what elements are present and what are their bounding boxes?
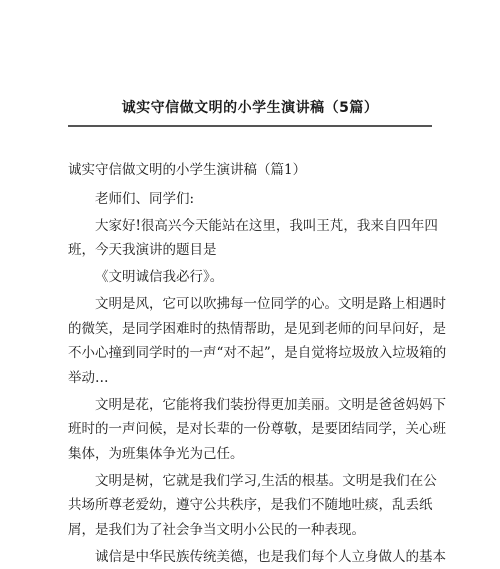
intro-paragraph: 大家好!很高兴今天能站在这里，我叫王芃，我来自四年四班，今天我演讲的题目是 (68, 214, 448, 263)
section-heading: 诚实守信做文明的小学生演讲稿（篇1） (68, 158, 448, 183)
speech-topic-paragraph: 《文明诚信我必行》。 (68, 265, 448, 290)
body-paragraph-wind: 文明是风，它可以吹拂每一位同学的心。文明是路上相遇时的微笑，是同学困难时的热情帮助，是见到老师的问早问好，是不小心撞到同学时的一声“对不起”，是自觉将垃圾放入垃圾箱的举动… (68, 292, 448, 390)
document-body (68, 158, 448, 569)
greeting-paragraph: 老师们、同学们: (68, 187, 448, 212)
body-paragraph-honesty: 诚信是中华民族传统美德，也是我们每个人立身做人的基本 (68, 545, 448, 569)
body-paragraph-flower: 文明是花，它能将我们装扮得更加美丽。文明是爸爸妈妈下班时的一声问候，是对长辈的一份尊敬，是要团结同学，关心班集体，为班集体争光为己任。 (68, 393, 448, 467)
document-title: 诚实守信做文明的小学生演讲稿（5篇） (0, 97, 500, 117)
body-paragraph-tree: 文明是树，它就是我们学习,生活的根基。文明是我们在公共场所尊老爱幼，遵守公共秩序，是我们不随地吐痰，乱丢纸屑，是我们为了社会争当文明小公民的一种表现。 (68, 469, 448, 543)
title-divider (68, 125, 432, 127)
